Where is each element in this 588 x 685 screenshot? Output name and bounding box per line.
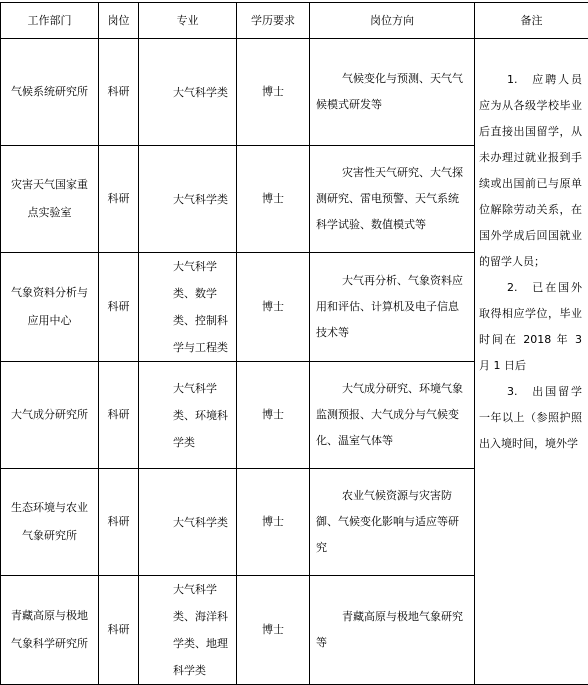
remark-3: 3. 出国留学一年以上（参照护照出入境时间，境外学 [479,379,582,457]
edu-cell: 博士 [237,146,310,253]
header-direction: 岗位方向 [310,3,475,39]
direction-text: 大气再分析、气象资料应用和评估、计算机及电子信息技术等 [316,274,463,339]
direction-cell [310,253,475,362]
dept-cell: 气候系统研究所 [1,39,99,146]
edu-cell: 博士 [237,253,310,362]
direction-cell [310,469,475,576]
direction-text: 气候变化与预测、天气气候模式研发等 [316,72,463,111]
direction-cell [310,576,475,685]
major-cell: 大气科学类 [139,39,237,146]
dept-cell: 青藏高原与极地气象科学研究所 [1,576,99,685]
header-post: 岗位 [99,3,139,39]
post-cell: 科研 [99,576,139,685]
header-dept: 工作部门 [1,3,99,39]
post-cell: 科研 [99,39,139,146]
remark-cell [475,39,588,685]
dept-cell: 大气成分研究所 [1,362,99,469]
table-row [1,39,588,146]
post-cell: 科研 [99,253,139,362]
major-cell: 大气科学类、数学类、控制科学与工程类 [139,253,237,362]
major-cell: 大气科学类 [139,469,237,576]
recruitment-table [0,2,588,685]
direction-cell [310,39,475,146]
remark-1: 1. 应聘人员应为从各级学校毕业后直接出国留学，从未办理过就业报到手续或出国前已与原单位解除劳动关系，在国外学成后回国就业的留学人员； [479,67,582,275]
dept-cell: 气象资料分析与应用中心 [1,253,99,362]
remark-2: 2. 已在国外取得相应学位，毕业时间在 2018 年 3 月 1 日后 [479,275,582,379]
direction-text: 大气成分研究、环境气象监测预报、大气成分与气候变化、温室气体等 [316,382,463,447]
direction-text: 青藏高原与极地气象研究等 [316,610,463,649]
dept-cell: 生态环境与农业气象研究所 [1,469,99,576]
edu-cell: 博士 [237,576,310,685]
direction-cell [310,362,475,469]
major-cell: 大气科学类、环境科学类 [139,362,237,469]
post-cell: 科研 [99,146,139,253]
edu-cell: 博士 [237,469,310,576]
header-row [1,3,588,39]
post-cell: 科研 [99,469,139,576]
header-remark: 备注 [475,3,588,39]
dept-cell: 灾害天气国家重点实验室 [1,146,99,253]
major-cell: 大气科学类、海洋科学类、地理科学类 [139,576,237,685]
post-cell: 科研 [99,362,139,469]
direction-text: 灾害性天气研究、大气探测研究、雷电预警、天气系统科学试验、数值模式等 [316,166,463,231]
header-edu: 学历要求 [237,3,310,39]
direction-cell [310,146,475,253]
edu-cell: 博士 [237,362,310,469]
edu-cell: 博士 [237,39,310,146]
direction-text: 农业气候资源与灾害防御、气候变化影响与适应等研究 [316,489,459,554]
header-major: 专业 [139,3,237,39]
major-cell: 大气科学类 [139,146,237,253]
